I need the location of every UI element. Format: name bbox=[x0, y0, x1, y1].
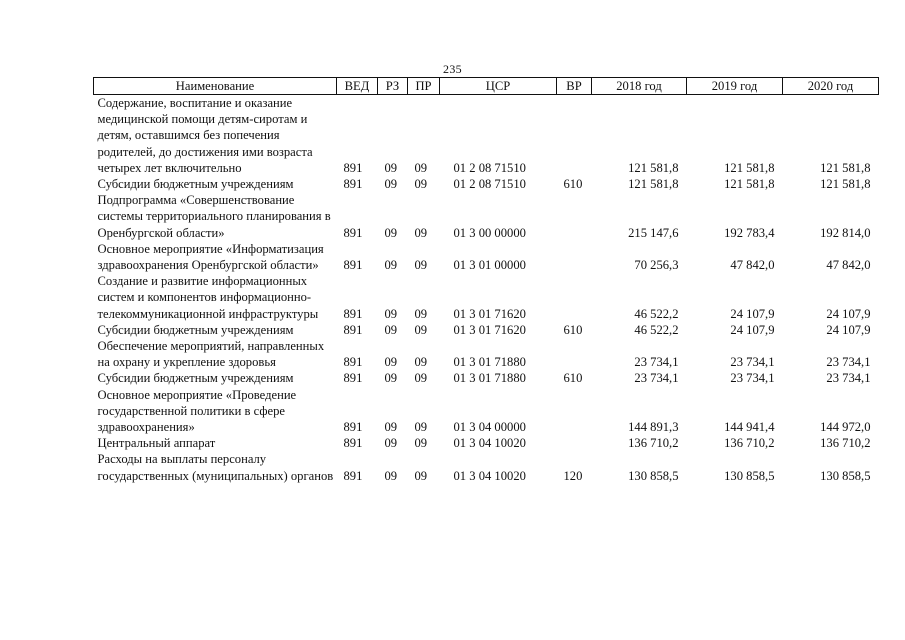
row-2020: 121 581,8 bbox=[820, 160, 871, 175]
row-2019: 24 107,9 bbox=[730, 322, 775, 337]
table-row bbox=[94, 338, 879, 370]
table-row bbox=[94, 176, 879, 192]
row-vr: 610 bbox=[563, 371, 583, 386]
row-name: Создание и развитие информационных систем и компонентов информационно-телекоммуникационной инфраструктуры bbox=[97, 274, 319, 321]
header-ved: ВЕД bbox=[337, 78, 378, 95]
row-2019: 192 783,4 bbox=[724, 225, 775, 240]
row-2019: 121 581,8 bbox=[724, 177, 775, 192]
row-vr: 610 bbox=[563, 322, 583, 337]
row-name: Субсидии бюджетным учреждениям bbox=[97, 371, 294, 386]
header-2020: 2020 год bbox=[783, 78, 879, 95]
row-name: Субсидии бюджетным учреждениям bbox=[97, 177, 294, 192]
row-vr: 610 bbox=[563, 177, 583, 192]
row-name: Основное мероприятие «Информатизация здравоохранения Оренбургской области» bbox=[97, 241, 324, 273]
header-name: Наименование bbox=[94, 78, 337, 95]
row-2020: 144 972,0 bbox=[820, 420, 871, 435]
row-ved: 891 bbox=[343, 177, 363, 192]
row-2020: 192 814,0 bbox=[820, 225, 871, 240]
row-2020: 130 858,5 bbox=[820, 468, 871, 483]
row-2018: 130 858,5 bbox=[628, 468, 679, 483]
row-csr: 01 3 01 71620 bbox=[453, 306, 526, 321]
row-2019: 144 941,4 bbox=[724, 420, 775, 435]
table-header bbox=[94, 78, 879, 95]
row-rz: 09 bbox=[384, 258, 398, 273]
row-rz: 09 bbox=[384, 420, 398, 435]
row-rz: 09 bbox=[384, 436, 398, 451]
page-number: 235 bbox=[443, 62, 462, 76]
row-pr: 09 bbox=[414, 258, 428, 273]
row-csr: 01 3 04 00000 bbox=[453, 420, 526, 435]
row-2019: 23 734,1 bbox=[730, 371, 775, 386]
row-vr bbox=[557, 435, 592, 451]
table-body bbox=[94, 95, 879, 484]
row-rz: 09 bbox=[384, 225, 398, 240]
row-vr bbox=[557, 95, 592, 177]
row-vr bbox=[557, 387, 592, 436]
row-ved: 891 bbox=[343, 355, 363, 370]
row-2018: 136 710,2 bbox=[628, 436, 679, 451]
table-row bbox=[94, 435, 879, 451]
row-2020: 24 107,9 bbox=[826, 322, 871, 337]
row-name: Расходы на выплаты персоналу государственных (муниципальных) органов bbox=[97, 452, 334, 483]
row-2020: 136 710,2 bbox=[820, 436, 871, 451]
row-pr: 09 bbox=[414, 468, 428, 483]
header-2018: 2018 год bbox=[592, 78, 687, 95]
row-pr: 09 bbox=[414, 160, 428, 175]
row-rz: 09 bbox=[384, 371, 398, 386]
row-pr: 09 bbox=[414, 322, 428, 337]
row-2020: 24 107,9 bbox=[826, 306, 871, 321]
budget-table bbox=[93, 77, 879, 484]
row-ved: 891 bbox=[343, 436, 363, 451]
row-2019: 24 107,9 bbox=[730, 306, 775, 321]
row-ved: 891 bbox=[343, 258, 363, 273]
header-csr: ЦСР bbox=[440, 78, 557, 95]
row-2020: 47 842,0 bbox=[826, 258, 871, 273]
row-rz: 09 bbox=[384, 177, 398, 192]
row-ved: 891 bbox=[343, 322, 363, 337]
row-csr: 01 2 08 71510 bbox=[453, 160, 526, 175]
row-2019: 136 710,2 bbox=[724, 436, 775, 451]
row-pr: 09 bbox=[414, 306, 428, 321]
row-2020: 121 581,8 bbox=[820, 177, 871, 192]
row-pr: 09 bbox=[414, 371, 428, 386]
table-row bbox=[94, 241, 879, 273]
row-csr: 01 3 04 10020 bbox=[453, 436, 526, 451]
row-2018: 23 734,1 bbox=[634, 371, 679, 386]
row-pr: 09 bbox=[414, 225, 428, 240]
row-rz: 09 bbox=[384, 355, 398, 370]
row-name: Субсидии бюджетным учреждениям bbox=[97, 322, 294, 337]
row-2018: 121 581,8 bbox=[628, 160, 679, 175]
row-2018: 121 581,8 bbox=[628, 177, 679, 192]
row-ved: 891 bbox=[343, 468, 363, 483]
table-row bbox=[94, 387, 879, 436]
row-2018: 70 256,3 bbox=[634, 258, 679, 273]
row-name: Основное мероприятие «Проведение государственной политики в сфере здравоохранения» bbox=[97, 387, 297, 435]
row-2019: 121 581,8 bbox=[724, 160, 775, 175]
table-row bbox=[94, 451, 879, 483]
row-ved: 891 bbox=[343, 225, 363, 240]
row-ved: 891 bbox=[343, 160, 363, 175]
table-row bbox=[94, 192, 879, 241]
row-csr: 01 3 04 10020 bbox=[453, 468, 526, 483]
row-pr: 09 bbox=[414, 436, 428, 451]
row-2019: 23 734,1 bbox=[730, 355, 775, 370]
row-vr: 120 bbox=[563, 468, 583, 483]
header-2019: 2019 год bbox=[687, 78, 783, 95]
table-row bbox=[94, 370, 879, 386]
row-ved: 891 bbox=[343, 371, 363, 386]
row-2018: 23 734,1 bbox=[634, 355, 679, 370]
row-name: Обеспечение мероприятий, направленных на охрану и укрепление здоровья bbox=[97, 339, 325, 370]
row-2019: 130 858,5 bbox=[724, 468, 775, 483]
row-2019: 47 842,0 bbox=[730, 258, 775, 273]
row-2018: 144 891,3 bbox=[628, 420, 679, 435]
row-csr: 01 3 01 71880 bbox=[453, 355, 526, 370]
row-vr bbox=[557, 273, 592, 322]
header-vr: ВР bbox=[557, 78, 592, 95]
row-pr: 09 bbox=[414, 355, 428, 370]
row-csr: 01 2 08 71510 bbox=[453, 177, 526, 192]
row-2018: 46 522,2 bbox=[634, 306, 679, 321]
row-name: Подпрограмма «Совершенствование системы территориального планирования в Оренбургской области» bbox=[97, 193, 331, 240]
row-ved: 891 bbox=[343, 306, 363, 321]
header-rz: РЗ bbox=[378, 78, 408, 95]
row-csr: 01 3 01 71880 bbox=[453, 371, 526, 386]
row-2018: 215 147,6 bbox=[628, 225, 679, 240]
row-2020: 23 734,1 bbox=[826, 355, 871, 370]
table-row bbox=[94, 322, 879, 338]
table-row bbox=[94, 95, 879, 177]
table-row bbox=[94, 273, 879, 322]
row-pr: 09 bbox=[414, 420, 428, 435]
row-2018: 46 522,2 bbox=[634, 322, 679, 337]
row-rz: 09 bbox=[384, 160, 398, 175]
header-pr: ПР bbox=[408, 78, 440, 95]
row-pr: 09 bbox=[414, 177, 428, 192]
row-ved: 891 bbox=[343, 420, 363, 435]
row-2020: 23 734,1 bbox=[826, 371, 871, 386]
row-vr bbox=[557, 338, 592, 370]
row-rz: 09 bbox=[384, 306, 398, 321]
row-name: Центральный аппарат bbox=[97, 436, 216, 451]
row-csr: 01 3 00 00000 bbox=[453, 225, 526, 240]
row-name: Содержание, воспитание и оказание медицинской помощи детям-сиротам и детям, оставшимся без попечения родителей, до достижения ими возраста четырех лет включительно bbox=[97, 96, 313, 175]
row-csr: 01 3 01 00000 bbox=[453, 258, 526, 273]
row-vr bbox=[557, 241, 592, 273]
row-csr: 01 3 01 71620 bbox=[453, 322, 526, 337]
row-rz: 09 bbox=[384, 468, 398, 483]
row-rz: 09 bbox=[384, 322, 398, 337]
row-vr bbox=[557, 192, 592, 241]
